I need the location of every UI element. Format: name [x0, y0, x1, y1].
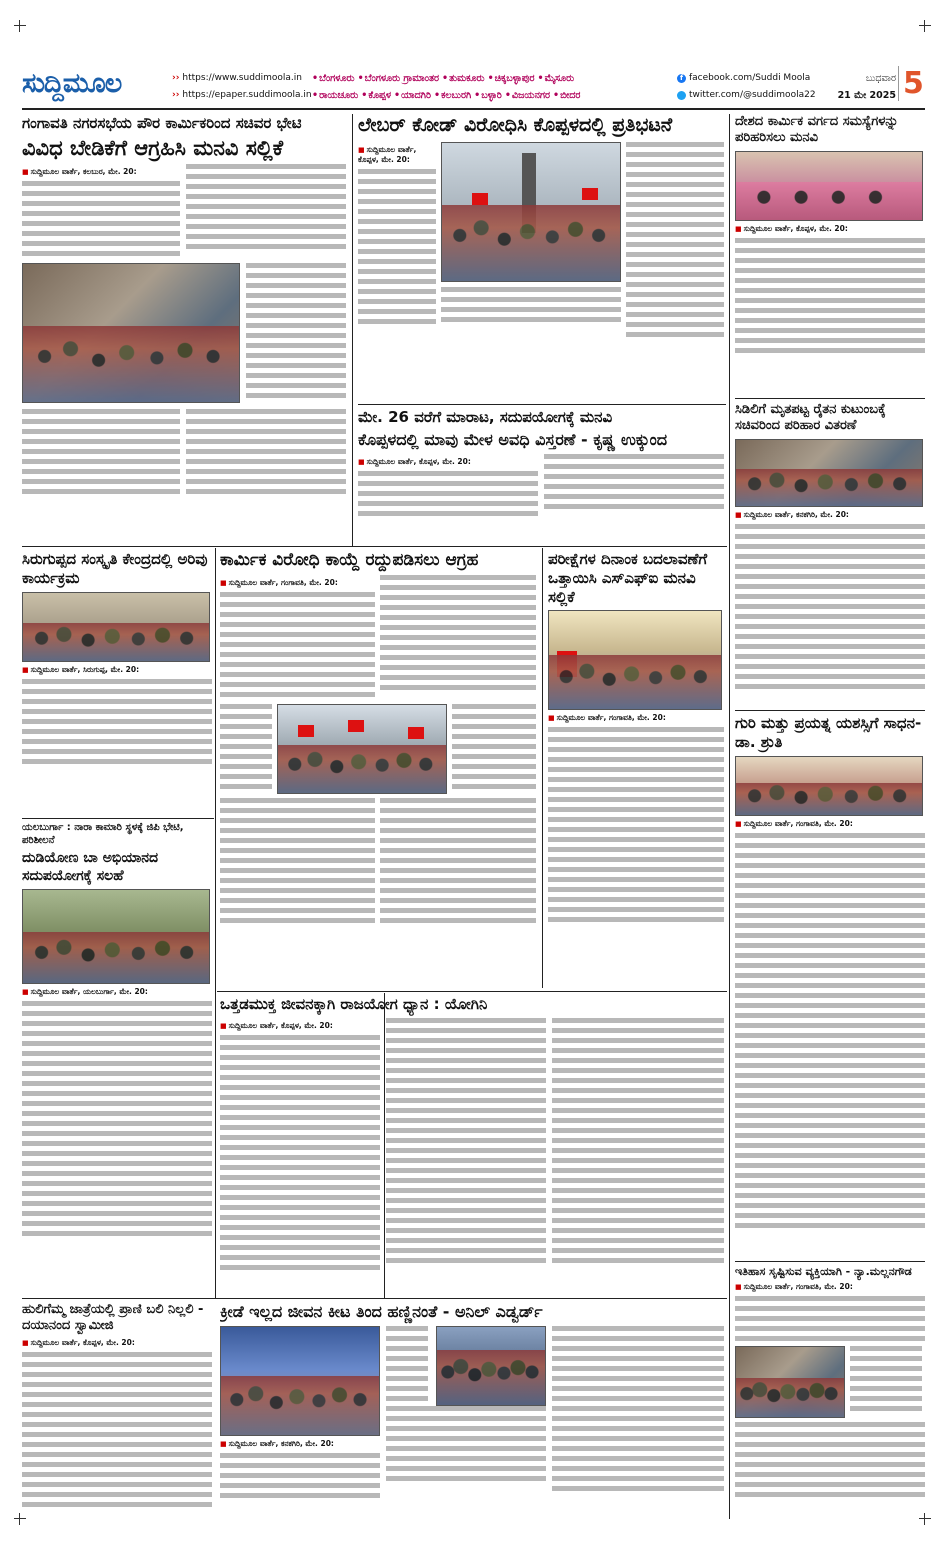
byline: ■ ಸುದ್ದಿಮೂಲ ವಾರ್ತೆ, ಗಂಗಾವತಿ, ಮೇ. 20:: [548, 713, 724, 723]
headline: ವಿವಿಧ ಬೇಡಿಕೆಗೆ ಆಗ್ರಹಿಸಿ ಮನವಿ ಸಲ್ಲಿಕೆ: [22, 135, 284, 160]
city-edition-link[interactable]: • ಬಳ್ಳಾರಿ: [474, 87, 502, 104]
headline: ಕ್ರೀಡೆ ಇಲ್ಲದ ಜೀವನ ಕೀಟ ತಿಂದ ಹಣ್ಣಿನಂತೆ - ಅನಿಲ್ ಎಡ್ವರ್ಡ್: [220, 1302, 543, 1321]
city-edition-link[interactable]: • ಚಿಕ್ಕಬಳ್ಳಾಪುರ: [488, 70, 535, 87]
article-labour-code: [358, 114, 724, 404]
headline: ದುಡಿಯೋಣ ಬಾ ಅಭಿಯಾನದ ಸದುಪಯೋಗಕ್ಕೆ ಸಲಹೆ: [22, 850, 159, 884]
headline: ಕೊಪ್ಪಳದಲ್ಲಿ ಮಾವು ಮೇಳ ಅವಧಿ ವಿಸ್ತರಣೆ - ಕೃಷ್ಣ ಉಕ್ಕುಂದ: [358, 429, 668, 449]
headline: ಹುಲಿಗೆಮ್ಮ ಜಾತ್ರೆಯಲ್ಲಿ ಪ್ರಾಣಿ ಬಲಿ ನಿಲ್ಲಲಿ - ದಯಾನಂದ ಸ್ವಾಮೀಜಿ: [22, 1302, 204, 1334]
column-rule: [215, 548, 216, 1298]
city-edition-link[interactable]: • ಕಲಬುರಗಿ: [434, 87, 471, 104]
headline: ಸಿರುಗುಪ್ಪದ ಸಂಸ್ಕೃತಿ ಕೇಂದ್ರದಲ್ಲಿ ಅರಿವು ಕಾರ್ಯಕ್ರಮ: [22, 550, 208, 587]
headline: ಸಿಡಿಲಿಗೆ ಮೃತಪಟ್ಟ ರೈತನ ಕುಟುಂಬಕ್ಕೆ ಸಚಿವರಿಂದ ಪರಿಹಾರ ವಿತರಣೆ: [735, 402, 886, 434]
field-visit-photo: [22, 889, 210, 984]
headline: ಕಾರ್ಮಿಕ ವಿರೋಧಿ ಕಾಯ್ದೆ ರದ್ದುಪಡಿಸಲು ಆಗ್ರಹ: [220, 550, 479, 570]
compensation-photo: [735, 439, 923, 507]
row-rule: [22, 1298, 727, 1299]
city-row: [312, 70, 682, 87]
row-rule: [358, 404, 726, 405]
byline: ■ ಸುದ್ದಿಮೂಲ ವಾರ್ತೆ, ಸಿರುಗುಪ್ಪ, ಮೇ. 20:: [22, 665, 212, 675]
city-edition-link[interactable]: • ಮೈಸೂರು: [538, 70, 575, 87]
city-edition-link[interactable]: • ಬೆಂಗಳೂರು: [312, 70, 355, 87]
weekday: ಬುಧವಾರ: [865, 73, 896, 84]
city-edition-link[interactable]: • ತುಮಕೂರು: [442, 70, 485, 87]
news-photo: [22, 263, 240, 403]
article-pourakarmika: [22, 114, 348, 544]
column-rule: [352, 114, 353, 546]
article-dudiyona-ba: [22, 822, 212, 1298]
chevron-icon: ››: [172, 90, 180, 100]
kicker: ಯಲಬುರ್ಗಾ : ನಾರಾ ಕಾಮಾರಿ ಸ್ಥಳಕ್ಕೆ ಜಿಪಿ ಭೇಟಿ, ಪರಿಶೀಲನೆ: [22, 822, 184, 846]
crop-mark: [14, 20, 26, 32]
article-siruguppa: [22, 550, 212, 820]
article-anti-labour-law: [220, 550, 538, 988]
city-edition-link[interactable]: • ಬೆಂಗಳೂರು ಗ್ರಾಮಾಂತರ: [358, 70, 439, 87]
masthead: [22, 68, 925, 110]
epaper-link[interactable]: https://epaper.suddimoola.in: [182, 90, 312, 100]
speaker-photo: [436, 1326, 546, 1406]
column-rule: [542, 548, 543, 988]
newspaper-page: [22, 58, 925, 1521]
chevron-icon: ››: [172, 73, 180, 83]
crop-mark: [919, 20, 931, 32]
row-rule: [22, 818, 214, 819]
article-huligemma: [22, 1302, 212, 1520]
city-edition-link[interactable]: • ಯಾದಗಿರಿ: [394, 87, 431, 104]
date-block: [830, 70, 896, 104]
sfi-photo: [548, 610, 722, 710]
class-photo: [22, 592, 210, 662]
city-row: [312, 87, 682, 104]
byline: ■ ಸುದ್ದಿಮೂಲ ವಾರ್ತೆ, ಗಂಗಾವತಿ, ಮೇ. 20:: [735, 819, 925, 829]
article-dr-shruti: [735, 714, 925, 1259]
byline: ■ ಸುದ್ದಿಮೂಲ ವಾರ್ತೆ, ಕೊಪ್ಪಳ, ಮೇ. 20:: [358, 457, 538, 467]
website-links: [172, 70, 312, 104]
issue-date: 21 ಮೇ 2025: [837, 90, 896, 101]
article-rajayoga: [220, 995, 725, 1295]
website-link[interactable]: https://www.suddimoola.in: [182, 73, 302, 83]
article-mallanagouda: [735, 1265, 925, 1520]
byline: ■ ಸುದ್ದಿಮೂಲ ವಾರ್ತೆ, ಕಲಬುರ, ಮೇ. 20:: [22, 167, 180, 177]
event-photo: [735, 756, 923, 816]
facebook-link[interactable]: facebook.com/Suddi Moola: [689, 73, 811, 83]
headline: ದೇಶದ ಕಾರ್ಮಿಕ ವರ್ಗದ ಸಮಸ್ಯೆಗಳನ್ನು ಪರಿಹರಿಸಲು ಮನವಿ: [735, 114, 899, 146]
byline: ■ ಸುದ್ದಿಮೂಲ ವಾರ್ತೆ, ಯಲಬುರ್ಗಾ, ಮೇ. 20:: [22, 987, 212, 997]
twitter-icon: [677, 91, 686, 100]
row-rule: [735, 1261, 925, 1262]
sports-event-photo: [220, 1326, 380, 1436]
rally-photo: [277, 704, 447, 794]
twitter-link[interactable]: twitter.com/@suddimoola22: [689, 90, 816, 100]
city-edition-link[interactable]: • ಬೀದರ: [553, 87, 580, 104]
row-rule: [217, 991, 727, 992]
row-rule: [735, 398, 925, 399]
protest-photo: [441, 142, 621, 282]
headline: ಪರೀಕ್ಷೆಗಳ ದಿನಾಂಕ ಬದಲಾವಣೆಗೆ ಒತ್ತಾಯಿಸಿ ಎಸ್‌ಎಫ್‌ಐ ಮನವಿ ಸಲ್ಲಿಕೆ: [548, 550, 708, 606]
social-links: [677, 70, 816, 104]
article-farmer-compensation: [735, 402, 925, 707]
meeting-photo: [735, 151, 923, 221]
felicitation-photo: [735, 1346, 845, 1418]
headline: ಗುರಿ ಮತ್ತು ಪ್ರಯತ್ನ ಯಶಸ್ಸಿಗೆ ಸಾಧನ-ಡಾ. ಶ್ರುತಿ: [735, 714, 922, 751]
city-edition-link[interactable]: • ಕೊಪ್ಪಳ: [361, 87, 391, 104]
article-sfi-memorandum: [548, 550, 724, 988]
byline: ■ ಸುದ್ದಿಮೂಲ ವಾರ್ತೆ, ಗಂಗಾವತಿ, ಮೇ. 20:: [220, 578, 375, 588]
page-number: 5: [898, 66, 924, 101]
headline: ಒತ್ತಡಮುಕ್ತ ಜೀವನಕ್ಕಾಗಿ ರಾಜಯೋಗ ಧ್ಯಾನ : ಯೋಗಿನಿ: [220, 995, 488, 1013]
byline: ■ ಸುದ್ದಿಮೂಲ ವಾರ್ತೆ, ಕೊಪ್ಪಳ, ಮೇ. 20:: [358, 145, 436, 165]
headline: ಲೇಬರ್ ಕೋಡ್ ವಿರೋಧಿಸಿ ಕೊಪ್ಪಳದಲ್ಲಿ ಪ್ರತಿಭಟನೆ: [358, 114, 673, 136]
row-rule: [735, 710, 925, 711]
byline: ■ ಸುದ್ದಿಮೂಲ ವಾರ್ತೆ, ಕನಕಗಿರಿ, ಮೇ. 20:: [735, 510, 925, 520]
byline: ■ ಸುದ್ದಿಮೂಲ ವಾರ್ತೆ, ಕೊಪ್ಪಳ, ಮೇ. 20:: [22, 1338, 212, 1348]
byline: ■ ಸುದ್ದಿಮೂಲ ವಾರ್ತೆ, ಕೊಪ್ಪಳ, ಮೇ. 20:: [220, 1021, 380, 1031]
kicker: ಮೇ. 26 ವರೆಗೆ ಮಾರಾಟ, ಸದುಪಯೋಗಕ್ಕೆ ಮನವಿ: [358, 408, 613, 426]
kicker: ಗಂಗಾವತಿ ನಗರಸಭೆಯ ಪೌರ ಕಾರ್ಮಿಕರಿಂದ ಸಚಿವರ ಭೇಟಿ: [22, 114, 302, 132]
article-workers-demands: [735, 114, 925, 394]
city-edition-link[interactable]: • ರಾಯಚೂರು: [312, 87, 358, 104]
article-sports: [220, 1302, 725, 1520]
byline: ■ ಸುದ್ದಿಮೂಲ ವಾರ್ತೆ, ಗಂಗಾವತಿ, ಮೇ. 20:: [735, 1282, 925, 1292]
byline: ■ ಸುದ್ದಿಮೂಲ ವಾರ್ತೆ, ಕನಕಗಿರಿ, ಮೇ. 20:: [220, 1439, 380, 1449]
logo: ಸುದ್ದಿಮೂಲ: [22, 68, 122, 99]
column-rule: [729, 114, 730, 1519]
article-mango-mela: [358, 408, 724, 544]
row-rule: [22, 546, 727, 547]
city-edition-link[interactable]: • ವಿಜಯನಗರ: [505, 87, 550, 104]
headline: ಇತಿಹಾಸ ಸೃಷ್ಟಿಸುವ ವ್ಯಕ್ತಿಯಾಗಿ - ನ್ಯಾ.ಮಲ್ಲನಗೌಡ: [735, 1265, 912, 1278]
byline: ■ ಸುದ್ದಿಮೂಲ ವಾರ್ತೆ, ಕೊಪ್ಪಳ, ಮೇ. 20:: [735, 224, 925, 234]
city-editions: [312, 70, 682, 104]
facebook-icon: f: [677, 74, 686, 83]
